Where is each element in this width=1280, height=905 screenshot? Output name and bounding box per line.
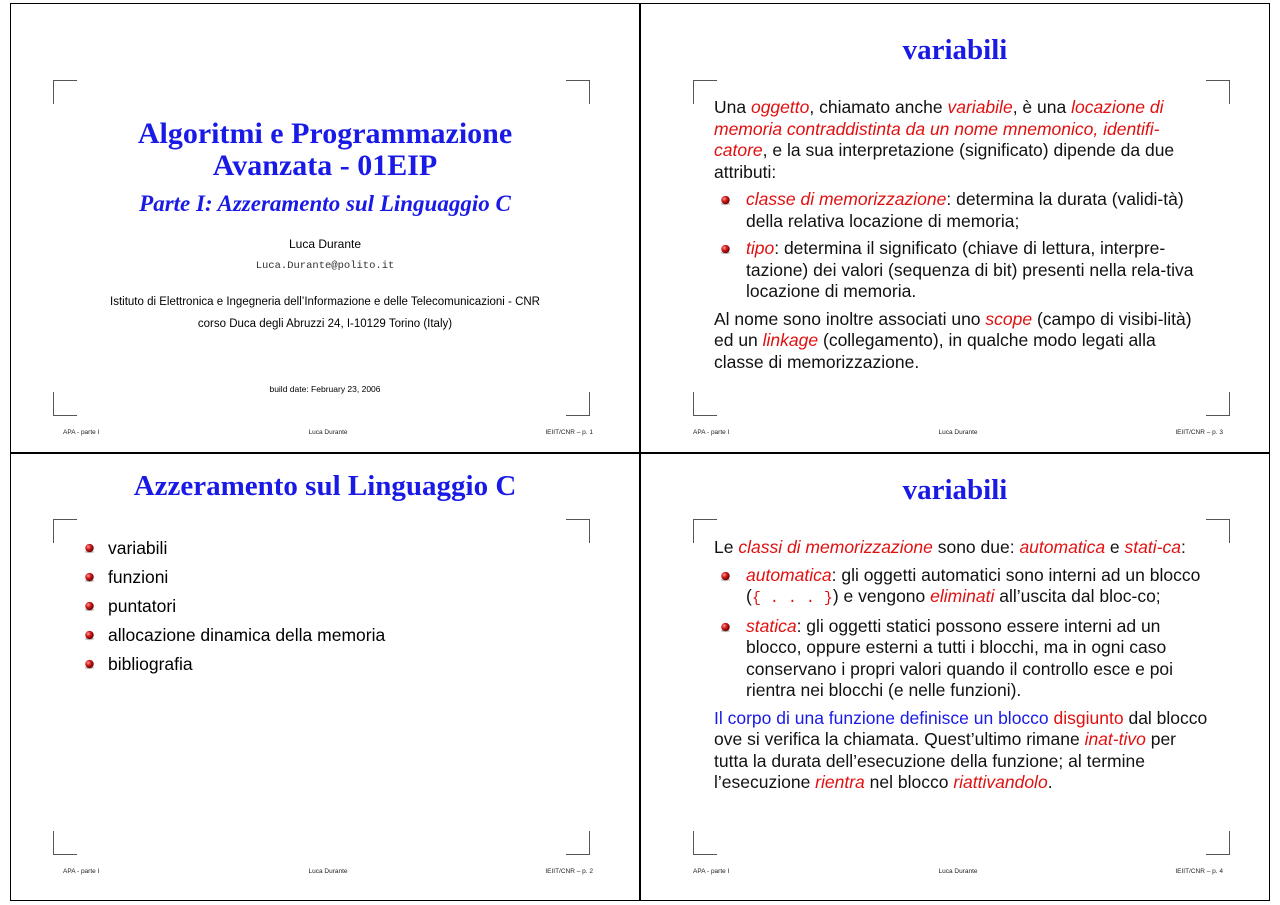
list-item [714, 565, 1209, 610]
term-statica: stati-ca [1124, 537, 1181, 557]
text-run: : [1180, 537, 1186, 557]
footer-author: Luca Durante [308, 429, 348, 436]
text-run: nel blocco [864, 772, 954, 792]
footer-course: APA - parte I [693, 868, 730, 875]
list-item [84, 563, 385, 592]
term-automatica: automatica [1019, 537, 1106, 557]
text-run: Una [714, 97, 751, 117]
term-riattivandolo: riattivandolo [953, 772, 1048, 792]
frame-corner [53, 80, 77, 104]
bullet-icon [84, 659, 95, 670]
outro-paragraph [714, 708, 1209, 794]
text-run: ) e vengono [832, 586, 931, 606]
topic-list [84, 534, 385, 679]
footer-course: APA - parte I [693, 429, 730, 436]
text-run: sono due: [932, 537, 1020, 557]
slide-body [714, 97, 1209, 373]
title-line-1: Algoritmi e Programmazione [137, 117, 513, 150]
text-run: , chiamato anche [809, 97, 948, 117]
frame-corner [53, 831, 77, 855]
term-eliminati: eliminati [930, 586, 995, 606]
bullet-icon [84, 601, 95, 612]
text-run: . [1047, 772, 1053, 792]
footer-page: IEIIT/CNR – p. 3 [1175, 429, 1223, 436]
presentation-subtitle: Parte I: Azzeramento sul Linguaggio C [139, 191, 511, 216]
frame-corner [1206, 80, 1230, 104]
term-oggetto: oggetto [750, 97, 810, 117]
footer-course: APA - parte I [63, 429, 100, 436]
footer-author: Luca Durante [938, 868, 978, 875]
attribute-list [714, 189, 1209, 303]
bullet-icon [720, 622, 731, 633]
topic-puntatori: puntatori [108, 596, 177, 616]
term-locazione: locazione di memoria contraddistinta da un nome mnemonico, identifi-catore [714, 97, 1164, 160]
intro-paragraph [714, 537, 1209, 559]
frame-corner [1206, 392, 1230, 416]
text-run: : gli oggetti statici possono essere interni ad un blocco, oppure esterni a tutti i blocchi, ma in ogni caso conservano i propri valori quando il controllo esce e poi rientra nei blocchi (e nelle funzioni). [746, 615, 1174, 700]
text-run: , e la sua interpretazione (significato) dipende da due attributi: [714, 140, 1175, 182]
frame-corner [1206, 519, 1230, 543]
slide-page-2 [10, 453, 640, 901]
text-run: : determina la durata (validi-tà) della relativa locazione di memoria; [746, 189, 1184, 231]
list-item [714, 238, 1209, 303]
frame-corner [566, 80, 590, 104]
slide-body [714, 537, 1209, 794]
frame-corner [693, 392, 717, 416]
list-item [84, 534, 385, 563]
author-name: Luca Durante [288, 237, 362, 251]
term-variabile: variabile [947, 97, 1013, 117]
slide-page-4 [640, 453, 1270, 901]
bullet-icon [720, 571, 731, 582]
text-run: e [1105, 537, 1125, 557]
text-run: Al nome sono inoltre associati uno [714, 308, 986, 329]
build-date: build date: February 23, 2006 [269, 384, 381, 394]
slide-page-1 [10, 3, 640, 453]
frame-corner [53, 392, 77, 416]
text-run: (collegamento), in qualche modo legati alla classe di memorizzazione. [714, 330, 1156, 372]
slide-title: variabili [902, 34, 1008, 66]
text-run: Le [714, 537, 739, 557]
term-inattivo: inat-tivo [1084, 729, 1146, 749]
title-line-2: Avanzata - 01EIP [212, 149, 438, 182]
topic-bibliografia: bibliografia [108, 654, 193, 674]
presentation-title [11, 118, 639, 182]
term-linkage: linkage [762, 330, 819, 350]
footer-course: APA - parte I [63, 868, 100, 875]
term-tipo: tipo [746, 238, 775, 258]
footer-author: Luca Durante [938, 429, 978, 436]
list-item [714, 616, 1209, 702]
text-run: dal blocco ove si verifica la chiamata. Quest’ultimo rimane [714, 707, 1208, 749]
topic-allocazione: allocazione dinamica della memoria [108, 625, 386, 645]
list-item [84, 592, 385, 621]
topic-funzioni: funzioni [108, 567, 169, 587]
footer-page: IEIIT/CNR – p. 4 [1175, 868, 1223, 875]
list-item [714, 189, 1209, 232]
frame-corner [566, 519, 590, 543]
term-classe: classe di memorizzazione [746, 189, 947, 209]
intro-paragraph [714, 97, 1209, 183]
bullet-icon [84, 630, 95, 641]
footer-author: Luca Durante [308, 868, 348, 875]
term-statica: statica [746, 615, 797, 636]
text-run: (campo di visibi-lità) ed un [714, 308, 1192, 350]
text-run: , è una [1012, 97, 1072, 117]
frame-corner [566, 392, 590, 416]
bullet-icon [720, 195, 731, 206]
term-classi: classi di memorizzazione [738, 537, 933, 557]
term-scope: scope [985, 308, 1033, 329]
slide-title: variabili [902, 474, 1008, 506]
institute-address: corso Duca degli Abruzzi 24, I-10129 Torino (Italy) [197, 318, 453, 330]
frame-corner [1206, 831, 1230, 855]
term-automatica: automatica [746, 564, 832, 585]
text-run: : determina il significato (chiave di lettura, interpre-tazione) dei valori (sequenza di bit) presenti nella rela-tiva locazione di memoria. [746, 238, 1194, 301]
frame-corner [53, 519, 77, 543]
institute-name: Istituto di Elettronica e Ingegneria dell’Informazione e delle Telecomunicazioni - CNR [110, 296, 540, 308]
text-run: all’uscita dal bloc-co; [994, 586, 1161, 606]
frame-corner [566, 831, 590, 855]
term-rientra: rientra [815, 772, 865, 792]
code-block-braces: { . . . } [751, 590, 833, 607]
highlight-blue: Il corpo di una funzione definisce un blocco [714, 707, 1054, 728]
footer-page: IEIIT/CNR – p. 2 [545, 868, 593, 875]
slide-page-3 [640, 3, 1270, 453]
footer-page: IEIIT/CNR – p. 1 [545, 429, 593, 436]
topic-variabili: variabili [108, 538, 168, 558]
term-disgiunto: disgiunto [1053, 707, 1124, 728]
bullet-icon [84, 572, 95, 583]
text-run: : gli oggetti automatici sono interni ad un blocco ( [746, 564, 1201, 606]
list-item [84, 621, 385, 650]
text-run: per tutta la durata dell’esecuzione della funzione; al termine l’esecuzione [714, 729, 1176, 792]
class-list [714, 565, 1209, 702]
frame-corner [693, 831, 717, 855]
bullet-icon [720, 244, 731, 255]
author-email: Luca.Durante@polito.it [255, 260, 395, 272]
bullet-icon [84, 543, 95, 554]
list-item [84, 650, 385, 679]
outro-paragraph [714, 309, 1209, 374]
slide-title: Azzeramento sul Linguaggio C [133, 470, 517, 502]
